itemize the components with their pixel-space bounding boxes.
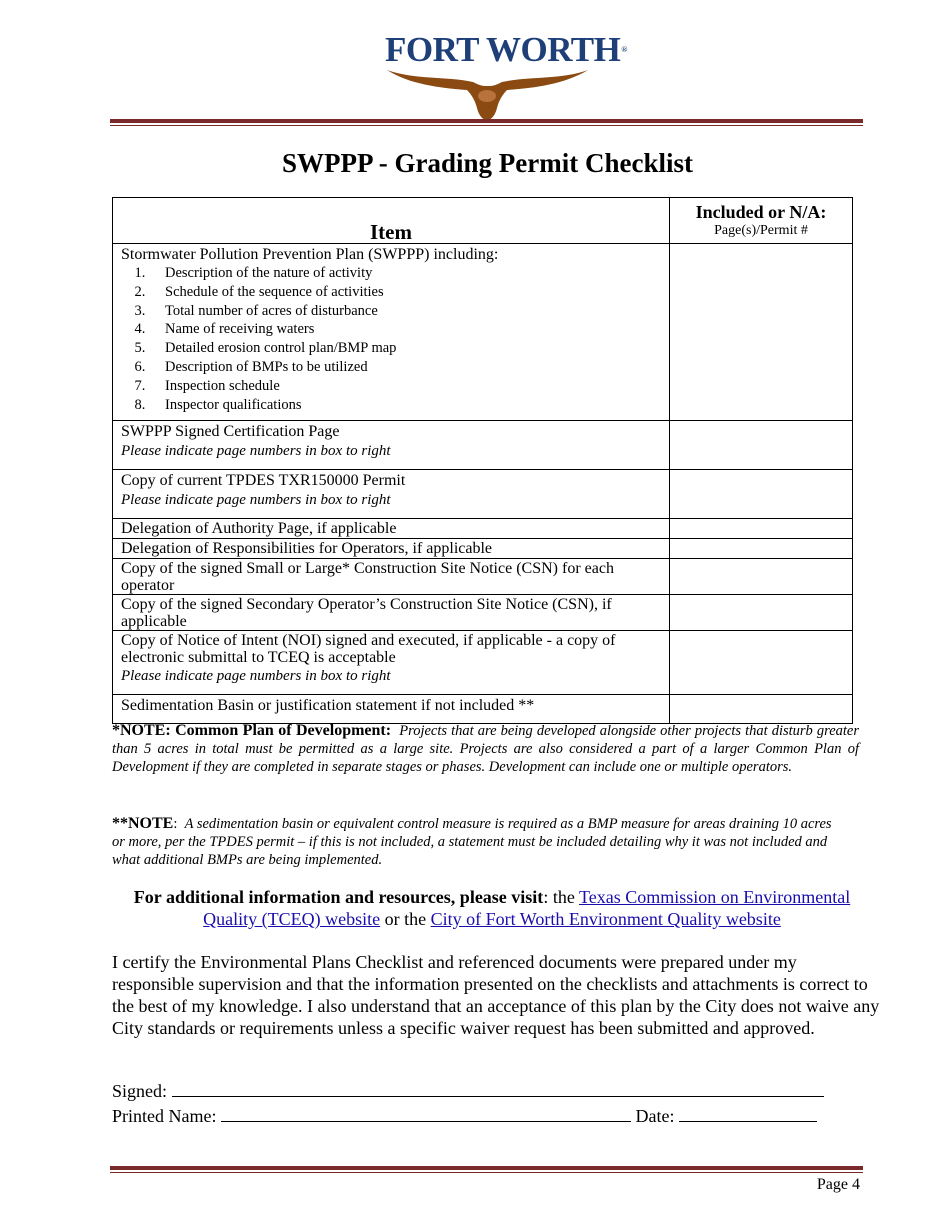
row-text: Copy of current TPDES TXR150000 Permit [121,472,406,489]
date-field[interactable] [679,1105,817,1122]
note2-label: **NOTE [112,815,174,832]
info-text: : the [543,887,579,907]
list-item: 5. Detailed erosion control plan/BMP map [149,339,661,358]
fort-worth-logo [385,30,627,122]
included-input-cell[interactable] [670,519,853,539]
longhorn-icon [385,66,590,122]
row-hint: Please indicate page numbers in box to right [121,492,391,508]
header-rule [110,119,863,126]
included-input-cell[interactable] [670,559,853,595]
included-input-cell[interactable] [670,421,853,470]
note2-colon: : [173,816,178,832]
tpdes-cell [113,470,670,519]
included-input-cell[interactable] [670,539,853,559]
table-row [113,559,853,595]
printed-name-field[interactable] [221,1105,631,1122]
logo-text: FORT WORTH [385,30,621,69]
list-item: 3. Total number of acres of disturbance [149,302,661,321]
table-header-row [113,198,853,244]
list-item: 6. Description of BMPs to be utilized [149,358,661,377]
registered-mark: ® [621,45,627,54]
printed-name-line [112,1104,817,1128]
page-number: Page 4 [816,1176,860,1193]
table-row [113,631,853,695]
row-text: Delegation of Authority Page, if applicable [113,519,670,539]
tceq-link[interactable]: Texas Commission on Environmental Quality (TCEQ) website [203,887,851,929]
row-text: Copy of Notice of Intent (NOI) signed and executed, if applicable - a copy of electronic submittal to TCEQ is acceptable [121,632,616,666]
header-included-label: Included or N/A: [695,202,827,222]
signed-label: Signed: [112,1081,168,1101]
note-common-plan [112,722,859,776]
header-item: Item [113,198,670,244]
list-item: 8. Inspector qualifications [149,396,661,415]
printed-name-label: Printed Name: [112,1106,217,1126]
list-item: 4. Name of receiving waters [149,320,661,339]
row-hint: Please indicate page numbers in box to right [121,668,391,684]
date-label: Date: [635,1106,675,1126]
included-input-cell[interactable] [670,631,853,695]
swppp-title: Stormwater Pollution Prevention Plan (SWPPP) including: [121,246,499,263]
list-item: 2. Schedule of the sequence of activities [149,283,661,302]
row-hint: Please indicate page numbers in box to right [121,443,391,459]
table-row [113,595,853,631]
note1-text: Projects that are being developed alongside other projects that disturb greater than 5 acres in total must be permitted as a large site. Projects are also considered a part of a larger Common Plan of Development if they are completed in separate stages or phases. Development can include one or multiple operators. [112,723,860,775]
header-included [670,198,853,244]
table-row [113,421,853,470]
noi-cell [113,631,670,695]
table-row [113,244,853,421]
cert-cell [113,421,670,470]
row-text: Copy of the signed Small or Large* Construction Site Notice (CSN) for each operator [113,559,670,595]
swppp-list [121,264,661,418]
info-lead: For additional information and resources, please visit [133,887,544,907]
signed-line [112,1079,824,1103]
note2-text: A sedimentation basin or equivalent control measure is required as a BMP measure for areas draining 10 acres or more, per the TPDES permit – if this is not included, a statement must be included detailing why it was not included and what additional BMPs are being implemented. [112,816,832,868]
row-text: SWPPP Signed Certification Page [121,423,340,440]
note-sedimentation [112,815,842,869]
info-text: or the [380,909,431,929]
row-text: Delegation of Responsibilities for Operators, if applicable [113,539,670,559]
row-text: Copy of the signed Secondary Operator’s Construction Site Notice (CSN), if applicable [113,595,670,631]
table-row [113,470,853,519]
page-title: SWPPP - Grading Permit Checklist [282,148,693,178]
note1-label: *NOTE: Common Plan of Development: [112,722,392,739]
included-input-cell[interactable] [670,695,853,724]
fort-worth-eq-link[interactable]: City of Fort Worth Environment Quality website [430,909,781,929]
checklist-table [112,197,853,724]
list-item: 1. Description of the nature of activity [149,264,661,283]
header-included-sublabel: Page(s)/Permit # [714,223,808,238]
swppp-cell [113,244,670,421]
table-row [113,695,853,724]
included-input-cell[interactable] [670,244,853,421]
signed-field[interactable] [172,1080,824,1097]
included-input-cell[interactable] [670,595,853,631]
table-row [113,539,853,559]
included-input-cell[interactable] [670,470,853,519]
list-item: 7. Inspection schedule [149,377,661,396]
info-paragraph [112,886,872,930]
table-row [113,519,853,539]
footer-rule [110,1166,863,1173]
certification-statement: I certify the Environmental Plans Checklist and referenced documents were prepared under my responsible supervision and that the information presented on the checklists and attachments is correct to the best of my knowledge. I also understand that an acceptance of this plan by the City does not waive any City standards or requirements unless a specific waiver request has been submitted and approved. [112,952,880,1038]
row-text: Sedimentation Basin or justification statement if not included ** [113,695,670,724]
